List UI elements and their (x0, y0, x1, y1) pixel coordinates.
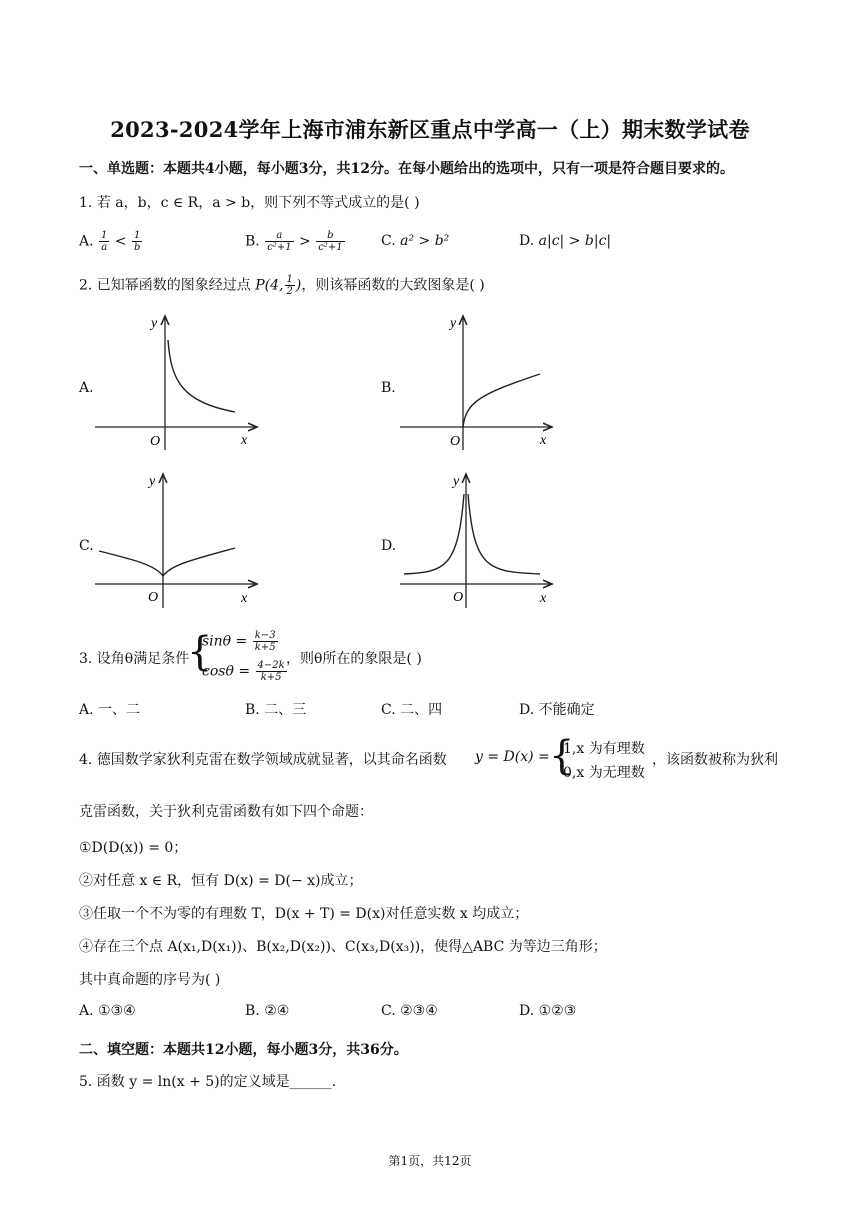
brace-icon: { (549, 733, 575, 779)
question-4-ask: 其中真命题的序号为( ) (79, 972, 221, 988)
question-1-option-c (381, 233, 449, 249)
svg-text:y: y (151, 316, 158, 331)
page-footer: 第1页，共12页 (388, 1154, 472, 1168)
svg-text:y: y (450, 316, 457, 331)
question-2-option-c-label: C. (79, 538, 94, 554)
svg-text:O: O (150, 434, 161, 449)
question-1-stem: 1. 若 a，b，c ∈ R，a > b，则下列不等式成立的是( ) (79, 195, 420, 211)
svg-text:O: O (450, 434, 461, 449)
svg-text:y: y (149, 474, 156, 489)
fraction-1-over-b: $\frac{1}{b}$ (134, 230, 141, 253)
fraction-1-over-a: $\frac{1}{a}$ (101, 230, 108, 253)
question-4-option-b: B. ②④ (245, 1003, 290, 1019)
question-3-stem-pre: 3. 设角θ满足条件 (79, 651, 190, 667)
section-fill-in-header: 二、填空题：本题共12小题，每小题3分，共36分。 (79, 1042, 408, 1058)
question-3-option-b: B. 二、三 (245, 702, 307, 718)
svg-text:x: x (540, 433, 547, 448)
question-3-option-d: D. 不能确定 (519, 702, 595, 718)
question-1-option-d (519, 233, 611, 249)
graph-d (400, 470, 560, 610)
question-4-option-c: C. ②③④ (381, 1003, 438, 1019)
question-2-option-a-label: A. (79, 380, 94, 396)
option-b-label: B. (245, 233, 260, 250)
svg-text:x: x (540, 591, 547, 606)
question-4-option-d: D. ①②③ (519, 1003, 577, 1019)
question-4-stem-pre: 4. 德国数学家狄利克雷在数学领域成就显著，以其命名函数 (79, 752, 447, 768)
q4-case-rational: 1,x 为有理数 (563, 741, 645, 757)
graph-b (400, 312, 560, 452)
curve (99, 548, 235, 576)
question-4-stem-post: ，该函数被称为狄利 (652, 752, 778, 768)
question-1-option-b: B. $\frac{a}{\text{c²+1}}$ > $\frac{b}{\text{c²+1}}$ (245, 230, 343, 253)
svg-text:y: y (453, 474, 460, 489)
q3-sin-condition: sinθ = $\frac{k-3}{k+5}$ (202, 630, 276, 653)
fraction-b-over-c2plus1: $\frac{b}{\text{c²+1}}$ (318, 230, 343, 253)
question-2-option-b-label: B. (381, 380, 396, 396)
question-3-stem-post: ，则θ所在的象限是( ) (286, 651, 422, 667)
curve (168, 340, 235, 412)
curve (463, 374, 540, 427)
curve-left (404, 494, 464, 574)
brace-icon: { (187, 629, 213, 675)
svg-text:O: O (453, 590, 464, 605)
question-1-option-a: A. $\frac{1}{a}$ < $\frac{1}{b}$ (79, 230, 141, 253)
question-2-option-d-label: D. (381, 538, 397, 554)
question-2-stem: 2. 已知幂函数的图象经过点 P(4, $\frac{1}{2}$ )，则该幂函数的大致图象是( ) (79, 274, 485, 297)
page-title: 2023-2024学年上海市浦东新区重点中学高一（上）期末数学试卷 (110, 117, 750, 142)
question-4-option-a: A. ①③④ (79, 1003, 136, 1019)
question-3-option-c: C. 二、四 (381, 702, 443, 718)
question-4-line-2: 克雷函数，关于狄利克雷函数有如下四个命题： (79, 804, 373, 820)
proposition-1: ①D(D(x)) = 0； (79, 840, 188, 856)
option-a-label: A. (79, 233, 94, 250)
q4-case-irrational: 0,x 为无理数 (563, 765, 645, 781)
proposition-4: ④存在三个点 A(x₁,D(x₁))、B(x₂,D(x₂))、C(x₃,D(x₃))，使得△ABC 为等边三角形； (79, 939, 607, 955)
svg-text:O: O (148, 590, 159, 605)
q3-cos-condition: cosθ = $\frac{4-2k}{k+5}$ (202, 660, 285, 683)
option-c-text: a² > b² (400, 233, 450, 249)
option-c-label: C. (381, 233, 396, 249)
svg-text:x: x (241, 433, 248, 448)
question-5-stem: 5. 函数 y = ln(x + 5)的定义域是______. (79, 1074, 337, 1090)
section-single-choice-header: 一、单选题：本题共4小题，每小题3分，共12分。在每小题给出的选项中，只有一项是符合题目要求的。 (79, 161, 734, 177)
fraction-a-over-c2plus1: $\frac{a}{\text{c²+1}}$ (267, 230, 292, 253)
question-3-option-a: A. 一、二 (79, 702, 141, 718)
option-d-label: D. (519, 233, 535, 249)
graph-a (95, 312, 265, 452)
graph-c (95, 470, 265, 610)
option-d-text: a|c| > b|c| (538, 233, 612, 249)
proposition-2: ②对任意 x ∈ R，恒有 D(x) = D(− x)成立； (79, 873, 363, 889)
proposition-3: ③任取一个不为零的有理数 T，D(x + T) = D(x)对任意实数 x 均成立； (79, 906, 529, 922)
svg-text:x: x (241, 591, 248, 606)
curve-right (468, 494, 540, 574)
q4-function: y = D(x) = (475, 749, 550, 765)
